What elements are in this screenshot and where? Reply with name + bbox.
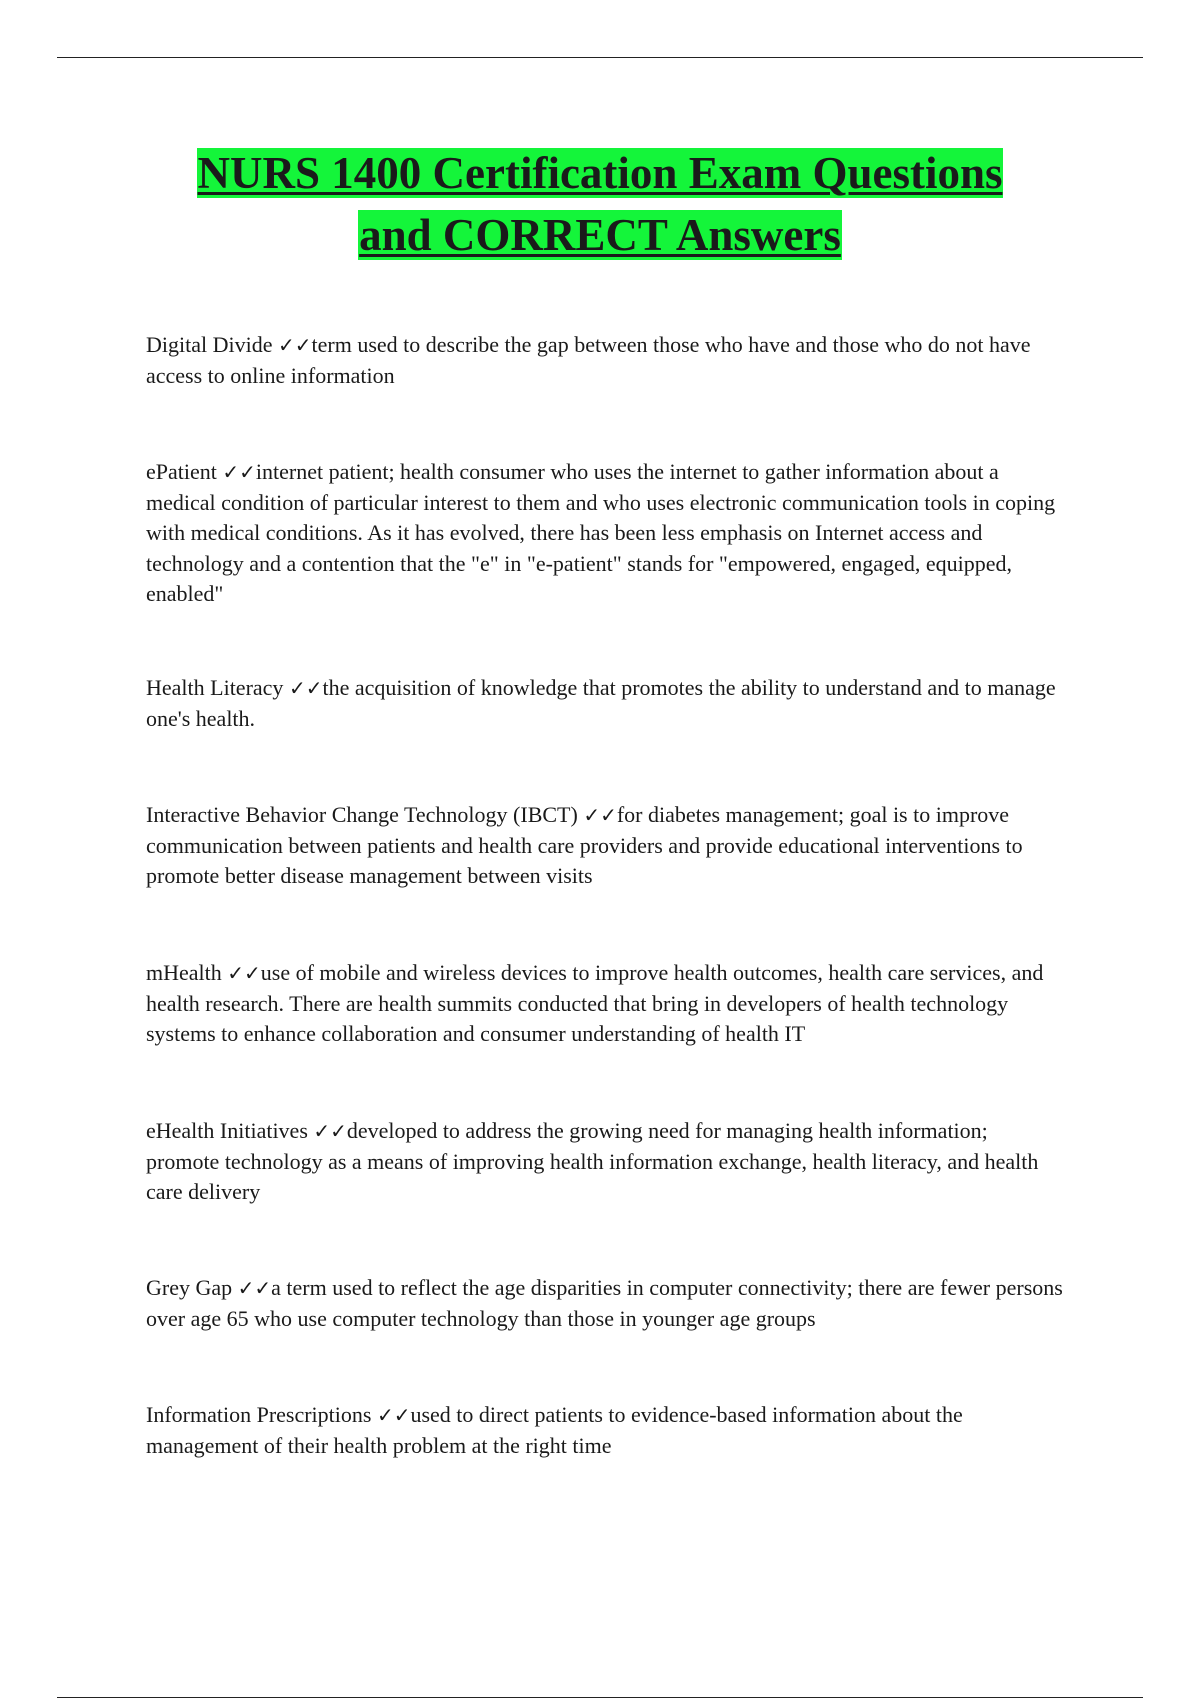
entry-definition: for diabetes management; goal is to improve communication between patients and health care providers and provide educational interventions to promote better disease management between visits [146,802,1023,888]
entry-definition: internet patient; health consumer who uses the internet to gather information about a medical condition of particular interest to them and who uses electronic communication tools in coping with medical conditions. As it has evolved, there has been less emphasis on Internet access and technology and a contention that the "e" in "e-patient" stands for "empowered, engaged, equipped, enabled" [146,459,1056,606]
entry-ehealth-initiatives [146,1116,1066,1208]
bottom-rule [57,1697,1143,1698]
entry-mhealth [146,958,1066,1050]
entry-term: mHealth [146,960,228,985]
entry-digital-divide [146,330,1066,391]
top-rule [57,57,1143,58]
entry-definition: a term used to reflect the age disparities in computer connectivity; there are fewer persons over age 65 who use computer technology than those in younger age groups [146,1275,1063,1331]
entry-term: Information Prescriptions [146,1402,377,1427]
check-icon: ✓✓ [227,961,261,985]
entry-term: Digital Divide [146,332,278,357]
entry-ibct [146,800,1066,892]
check-icon: ✓✓ [237,1276,272,1300]
entry-term: ePatient [146,459,223,484]
page-title [100,142,1100,266]
title-line-2: and CORRECT Answers [359,210,841,260]
check-icon: ✓✓ [313,1119,347,1143]
entry-definition: term used to describe the gap between those who have and those who do not have access to online information [146,332,1031,388]
entry-term: Health Literacy [146,675,289,700]
entry-term: eHealth Initiatives [146,1118,314,1143]
entry-epatient [146,457,1066,610]
entry-definition: developed to address the growing need for managing health information; promote technology as a means of improving health information exchange, health literacy, and health care delivery [146,1118,1039,1204]
title-line-1: NURS 1400 Certification Exam Questions [197,148,1003,198]
check-icon: ✓✓ [288,676,323,700]
entry-definition: use of mobile and wireless devices to improve health outcomes, health care services, and health research. There are health summits conducted that bring in developers of health technology systems to enhance collaboration and consumer understanding of health IT [146,960,1044,1046]
check-icon: ✓✓ [376,1403,411,1427]
entry-grey-gap [146,1273,1066,1334]
check-icon: ✓✓ [222,460,256,484]
entry-term: Grey Gap [146,1275,238,1300]
entry-term: Interactive Behavior Change Technology (IBCT) [146,802,584,827]
entry-definition: the acquisition of knowledge that promotes the ability to understand and to manage one's health. [146,675,1056,731]
check-icon: ✓✓ [583,803,617,827]
entry-health-literacy [146,673,1066,734]
check-icon: ✓✓ [277,333,312,357]
entry-information-prescriptions [146,1400,1066,1461]
entry-definition: used to direct patients to evidence-based information about the management of their health problem at the right time [146,1402,963,1458]
